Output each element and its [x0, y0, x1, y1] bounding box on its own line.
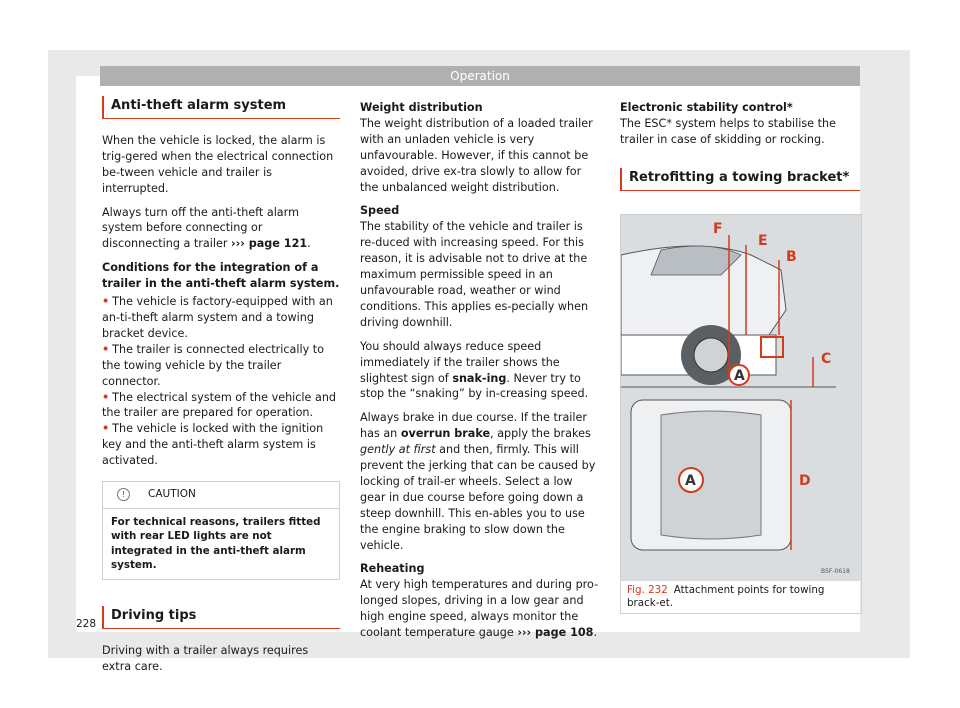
section-title-driving: Driving tips [102, 606, 340, 629]
paragraph: You should always reduce speed immediately if the trailer shows the slightest sign of snak-ing. Never try to stop the “snaking” by in-creasing speed. [360, 339, 589, 401]
speed-heading: Speed [360, 204, 400, 218]
label-a2: A [685, 473, 696, 489]
paragraph: When the vehicle is locked, the alarm is trig-gered when the electrical connection be-tween vehicle and trailer is interrupted. [102, 133, 334, 195]
section-title-alarm: Anti-theft alarm system [102, 96, 340, 119]
towing-bracket-diagram [621, 215, 861, 581]
reheat-heading: Reheating [360, 562, 425, 576]
paragraph: The ESC* system helps to stabilise the trailer in case of skidding or rocking. [620, 116, 836, 146]
conditions-heading: Conditions for the integration of a trailer in the anti-theft alarm system. [102, 261, 340, 291]
column-2 [360, 100, 600, 649]
figure-towing-bracket [620, 214, 862, 614]
paragraph: Always turn off the anti-theft alarm system before connecting or disconnecting a trailer ››› page 121. [102, 205, 311, 251]
column-3 [620, 100, 860, 205]
label-f: F [713, 221, 723, 237]
weight-heading: Weight distribution [360, 101, 483, 114]
caution-icon: ! [117, 488, 130, 501]
paragraph: Driving with a trailer always requires extra care. [102, 643, 309, 673]
page-link[interactable]: ››› page 108 [517, 626, 594, 640]
section-title-retrofit: Retrofitting a towing bracket* [620, 168, 860, 191]
paragraph: At very high temperatures and during pro-longed slopes, driving in a low gear and high engine speed, always monitor the coolant temperature gauge ››› page 108. [360, 578, 599, 640]
paragraph: The stability of the vehicle and trailer is re-duced with increasing speed. For this reason, it is advisable not to drive at the maximum permissible speed in an unfavourable road, weather or wind conditions. This applies es-pecially when driving downhill. [360, 220, 589, 329]
car-top-view [631, 400, 811, 550]
list-item: • The vehicle is factory-equipped with an an-ti-theft alarm system and a towing bracket device. [102, 295, 333, 340]
esc-heading: Electronic stability control* [620, 101, 793, 114]
label-c: C [821, 351, 832, 367]
label-d: D [799, 473, 811, 489]
paragraph: Always brake in due course. If the trailer has an overrun brake, apply the brakes gently at first and then, firmly. This will prevent the jerking that can be caused by locking of trail-er wheels. Select a low gear in due course before going down a steep downhill. This en-ables you to use the engine braking to slow down the vehicle. [360, 411, 596, 552]
label-b: B [786, 249, 797, 265]
caution-box [102, 481, 340, 580]
page-link[interactable]: ››› page 121 [231, 237, 308, 251]
list-item: • The electrical system of the vehicle and the trailer are prepared for operation. [102, 390, 337, 420]
caution-text: For technical reasons, trailers fitted with rear LED lights are not integrated in the anti-theft alarm system. [111, 515, 321, 572]
label-e: E [758, 233, 768, 249]
column-1 [102, 96, 340, 683]
figure-caption: Fig. 232 Attachment points for towing brack-et. [627, 584, 825, 609]
label-a: A [734, 368, 745, 384]
paragraph: The weight distribution of a loaded trailer with an unladen vehicle is very unfavourable. However, if this cannot be avoided, drive ex-tra slowly to allow for the unbalanced weight distribution. [360, 116, 593, 194]
caution-label: CAUTION [148, 488, 196, 501]
list-item: • The trailer is connected electrically to the towing vehicle by the trailer connector. [102, 342, 324, 388]
page-number: 228 [76, 618, 97, 630]
section-header: Operation [100, 66, 860, 86]
list-item: • The vehicle is locked with the ignition key and the anti-theft alarm system is activated. [102, 422, 324, 468]
figure-code: B5F-0618 [821, 568, 850, 575]
